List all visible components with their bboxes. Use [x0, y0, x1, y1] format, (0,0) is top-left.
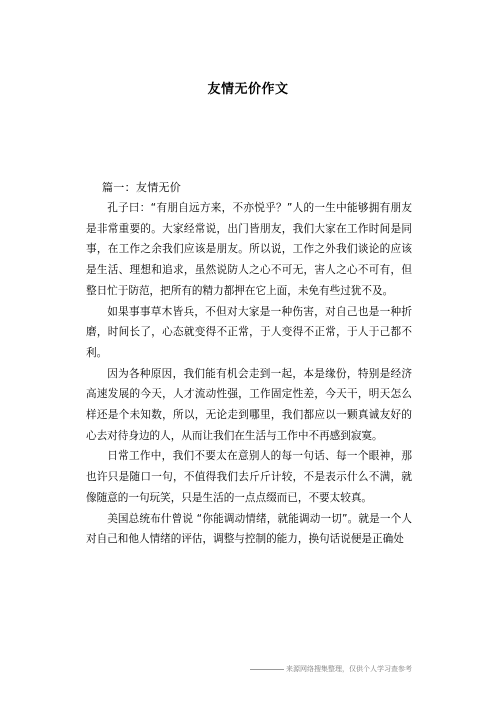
paragraph: 孔子曰：“有朋自远方来，不亦悦乎？”人的一生中能够拥有朋友是非常重要的。大家经常说，出门皆朋友，我们大家在工作时间是同事，在工作之余我们应该是朋友。所以说，工作之外我们谈论的应该是生活、理想和追求，虽然说防人之心不可无，害人之心不可有，但整日忙于防范，把所有的精力都押在它上面，未免有些过犹不及。 — [86, 202, 412, 297]
paragraph: 美国总统布什曾说 “你能调动情绪，就能调动一切”。就是一个人对自己和他人情绪的评估，调整与控制的能力，换句话说便是正确处 — [86, 512, 412, 546]
section-heading: 篇一：友情无价 — [102, 181, 182, 194]
paragraph: 因为各种原因，我们能有机会走到一起，本是缘份，特别是经济高速发展的今天，人才流动性强，工作固定性差，今天干，明天怎么样还是个未知数，所以，无论走到哪里，我们都应以一颗真诚友好的心去对待身边的人，从而让我们在生活与工作中不再感到寂寞。 — [86, 367, 412, 442]
footer-note — [250, 664, 412, 674]
footer-note-text: 来源网络搜集整理，仅供个人学习查参考 — [286, 665, 412, 673]
document-body — [86, 198, 412, 550]
paragraph: 日常工作中，我们不要太在意别人的每一句话、每一个眼神，那也许只是随口一句，不值得我们去斤斤计较，不是表示什么不满，就像随意的一句玩笑，只是生活的一点点缀而已，不要太较真。 — [86, 450, 412, 504]
document-title: 友情无价作文 — [207, 82, 289, 97]
footer-rule — [250, 669, 284, 670]
paragraph: 如果事事草木皆兵，不但对大家是一种伤害，对自己也是一种折磨，时间长了，心态就变得不正常，于人变得不正常，于人于己都不利。 — [86, 305, 412, 359]
